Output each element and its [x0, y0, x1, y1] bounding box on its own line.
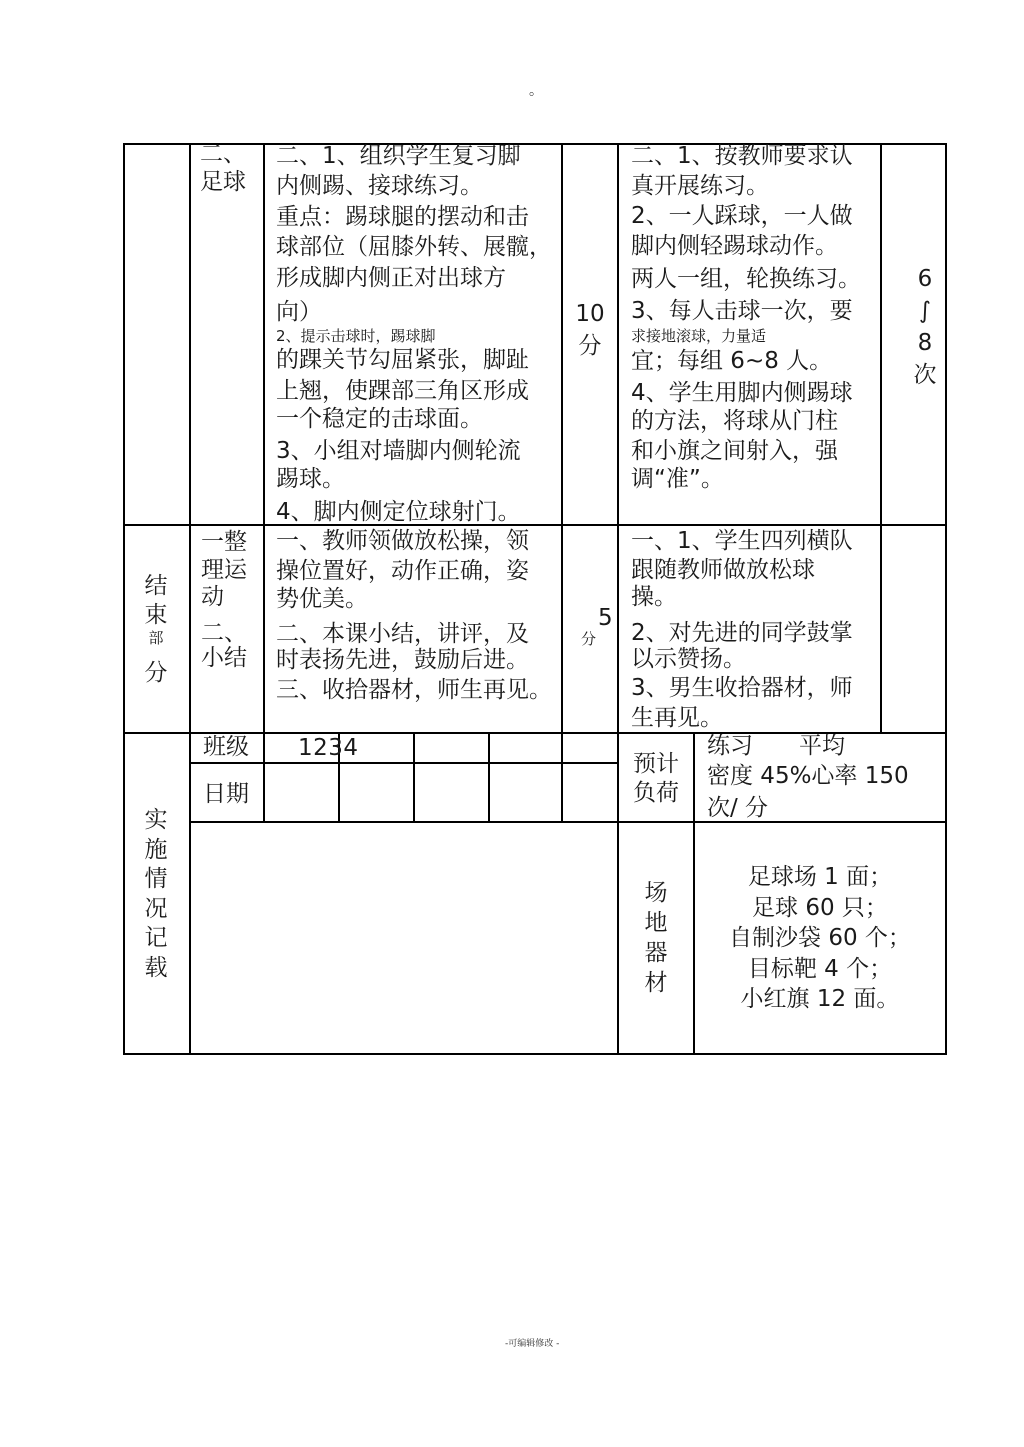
student-text: 脚内侧轻踢球动作。 [631, 233, 838, 259]
teacher-text-small: 2、提示击球时，踢球脚 [276, 327, 436, 345]
border-cell-b [413, 732, 415, 823]
border-cell-c [488, 732, 490, 823]
teacher-text: 一个稳定的击球面。 [276, 406, 483, 432]
record-title: 实 施 情 况 记 载 [144, 807, 168, 981]
border-right [945, 143, 947, 1055]
class-values: 1234 [298, 735, 359, 761]
equipment-label: 场 地 器 材 [644, 880, 668, 996]
teacher-text: 重点：踢球腿的摆动和击 [276, 204, 529, 230]
student-text: 2、对先进的同学鼓掌 [631, 620, 853, 646]
student-text: 调“准”。 [631, 466, 724, 492]
load-label: 预计 负荷 [633, 751, 679, 806]
teacher-text: 球部位（屈膝外转、展髋， [276, 234, 552, 260]
teacher-text: 3、小组对墙脚内侧轮流 [276, 438, 521, 464]
equipment-item: 足球场 1 面； [747, 864, 893, 890]
border-col1 [189, 143, 191, 1055]
border-cell-d [561, 732, 563, 823]
teacher-text: 踢球。 [276, 466, 345, 492]
student-text: 二、1、按教师要求认 [631, 143, 853, 169]
border-class-row-bottom [189, 762, 619, 764]
student-text-small: 求接地滚球，力量适 [631, 327, 767, 345]
teacher-text: 4、脚内侧定位球射门。 [276, 499, 521, 525]
teacher-text: 三、收拾器材，师生再见。 [276, 677, 552, 703]
student-text: 4、学生用脚内侧踢球 [631, 380, 853, 406]
date-label: 日期 [203, 781, 249, 807]
teacher-text: 二、1、组织学生复习脚 [276, 143, 521, 169]
border-date-row-bottom [189, 821, 947, 823]
top-mark: 。 [529, 83, 543, 99]
student-text: 跟随教师做放松球 [631, 557, 815, 583]
student-text: 的方法，将球从门柱 [631, 408, 838, 434]
equipment-item: 足球 60 只； [752, 894, 888, 921]
equipment-item: 小红旗 12 面。 [740, 986, 900, 1012]
footer-note: -可编辑修改 - [505, 1339, 560, 1349]
student-text: 真开展练习。 [631, 173, 769, 199]
student-text: 生再见。 [631, 705, 723, 731]
student-text: 两人一组，轮换练习。 [631, 266, 861, 292]
equipment-item: 目标靶 4 个； [747, 955, 893, 982]
student-text: 操。 [631, 584, 677, 610]
equipment-item: 自制沙袋 60 个； [729, 925, 911, 951]
teacher-text: 二、本课小结，讲评，及 [276, 621, 529, 647]
equipment-list [695, 862, 945, 1015]
student-text: 3、每人击球一次，要 [631, 298, 853, 324]
teacher-text: 上翘，使踝部三角区形成 [276, 378, 529, 404]
border-col5 [880, 143, 882, 734]
teacher-text: 势优美。 [276, 586, 368, 612]
border-col3 [561, 143, 563, 734]
teacher-text: 的踝关节勾屈紧张，脚趾 [276, 347, 529, 373]
border-col2-cells [263, 732, 265, 823]
student-text: 2、一人踩球，一人做 [631, 203, 853, 229]
football-reps: 6 ∫ 8 次 [913, 266, 937, 388]
border-col2-top [263, 143, 265, 734]
student-text: 和小旗之间射入，强 [631, 438, 838, 464]
student-text: 宜；每组 6~8 人。 [631, 348, 833, 374]
teacher-text: 操位置好，动作正确，姿 [276, 558, 529, 584]
student-text: 以示赞扬。 [631, 646, 746, 672]
teacher-text: 向） [276, 299, 322, 325]
teacher-text: 时表扬先进，鼓励后进。 [276, 647, 529, 673]
border-bottom [123, 1053, 947, 1055]
student-text: 3、男生收拾器材，师 [631, 675, 853, 701]
football-time: 10 分 [575, 301, 605, 359]
class-label: 班级 [203, 734, 249, 760]
teacher-text: 形成脚内侧正对出球方 [276, 265, 506, 291]
football-section-label: 二、 足球 [200, 141, 246, 195]
teacher-text: 内侧踢、接球练习。 [276, 173, 483, 199]
teacher-text: 一、教师领做放松操，领 [276, 528, 529, 554]
student-text: 一、1、学生四列横队 [631, 528, 853, 554]
